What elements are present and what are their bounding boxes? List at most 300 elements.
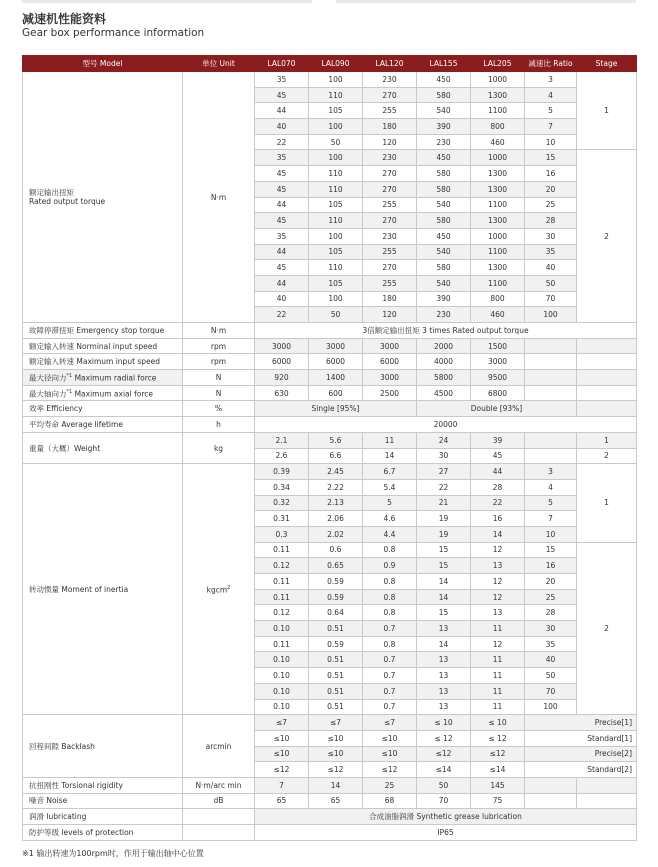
value-cell: 50 <box>309 307 363 323</box>
header-lal090: LAL090 <box>309 56 363 72</box>
value-cell: 35 <box>525 636 577 652</box>
value-cell: 1300 <box>471 181 525 197</box>
row-label: 防护等级 levels of protection <box>23 825 183 841</box>
value-cell: 270 <box>363 260 417 276</box>
row-label: 抗扭刚性 Torsional rigidity <box>23 777 183 793</box>
value-cell: 580 <box>417 87 471 103</box>
value-cell: 13 <box>471 605 525 621</box>
empty-cell <box>183 809 255 825</box>
value-cell: 1300 <box>471 213 525 229</box>
value-cell: 1300 <box>471 166 525 182</box>
value-cell: 6800 <box>471 385 525 401</box>
header-lal070: LAL070 <box>255 56 309 72</box>
value-cell: ≤14 <box>417 762 471 778</box>
value-cell: ≤ 10 <box>471 715 525 731</box>
page-title-en: Gear box performance information <box>22 27 205 39</box>
value-cell: 4 <box>525 479 577 495</box>
table-row <box>23 417 637 433</box>
unit-cell: N <box>183 385 255 401</box>
value-cell: 0.10 <box>255 668 309 684</box>
value-cell: 580 <box>417 181 471 197</box>
value-cell: 11 <box>363 432 417 448</box>
empty-cell <box>577 385 637 401</box>
value-cell: 22 <box>255 307 309 323</box>
value-cell: 270 <box>363 213 417 229</box>
value-cell: 28 <box>471 479 525 495</box>
value-cell: ≤7 <box>363 715 417 731</box>
torque-label-en: Rated output torque <box>29 197 106 206</box>
value-cell: 70 <box>417 793 471 809</box>
value-cell: ≤12 <box>255 762 309 778</box>
value-cell: 0.8 <box>363 542 417 558</box>
value-cell: 50 <box>309 134 363 150</box>
unit-cell: kg <box>183 432 255 463</box>
value-cell: 45 <box>255 213 309 229</box>
unit-cell: dB <box>183 793 255 809</box>
row-label: 平均寿命 Average lifetime <box>23 417 183 433</box>
value-cell: 0.7 <box>363 683 417 699</box>
merged-value-cell: 20000 <box>255 417 637 433</box>
header-unit: 单位 Unit <box>183 56 255 72</box>
value-cell: 0.7 <box>363 668 417 684</box>
value-cell: 6000 <box>255 354 309 370</box>
value-cell: 230 <box>363 150 417 166</box>
value-cell: 25 <box>525 197 577 213</box>
empty-cell <box>525 777 577 793</box>
value-cell: 0.12 <box>255 605 309 621</box>
value-cell: ≤7 <box>309 715 363 731</box>
page-title-cn: 减速机性能资料 <box>22 12 107 26</box>
value-cell: 9500 <box>471 370 525 386</box>
value-cell: 230 <box>363 228 417 244</box>
value-cell: ≤ 10 <box>417 715 471 731</box>
value-cell: ≤14 <box>471 762 525 778</box>
value-cell: 35 <box>525 244 577 260</box>
table-row <box>23 385 637 401</box>
value-cell: 110 <box>309 87 363 103</box>
value-cell: 13 <box>417 683 471 699</box>
header-lal205: LAL205 <box>471 56 525 72</box>
value-cell: ≤12 <box>309 762 363 778</box>
row-label-cn: 最大径向力 <box>29 373 67 383</box>
value-cell: 0.10 <box>255 621 309 637</box>
value-cell: 450 <box>417 228 471 244</box>
value-cell: 30 <box>525 228 577 244</box>
value-cell <box>525 448 577 464</box>
value-cell: 580 <box>417 260 471 276</box>
value-cell: 15 <box>417 605 471 621</box>
value-cell: 39 <box>471 432 525 448</box>
backlash-grade-cell: Precise[1] <box>525 715 637 731</box>
value-cell: 70 <box>525 683 577 699</box>
empty-cell <box>577 793 637 809</box>
value-cell: 44 <box>471 464 525 480</box>
table-row <box>23 809 637 825</box>
value-cell: 450 <box>417 150 471 166</box>
value-cell: 0.3 <box>255 526 309 542</box>
value-cell: 120 <box>363 134 417 150</box>
value-cell: 540 <box>417 275 471 291</box>
value-cell: 2.06 <box>309 511 363 527</box>
value-cell: 4000 <box>417 354 471 370</box>
value-cell: 110 <box>309 260 363 276</box>
value-cell: 540 <box>417 103 471 119</box>
value-cell: 25 <box>363 777 417 793</box>
value-cell: 0.8 <box>363 589 417 605</box>
value-cell: 0.64 <box>309 605 363 621</box>
value-cell: 105 <box>309 244 363 260</box>
value-cell: 0.65 <box>309 558 363 574</box>
value-cell: 5 <box>363 495 417 511</box>
value-cell: 0.10 <box>255 699 309 715</box>
merged-value-cell: 3倍额定输出扭矩 3 times Rated output torque <box>255 323 637 339</box>
value-cell: 35 <box>255 228 309 244</box>
value-cell: 0.59 <box>309 589 363 605</box>
value-cell: 800 <box>471 119 525 135</box>
value-cell: 12 <box>471 574 525 590</box>
value-cell: 1300 <box>471 87 525 103</box>
value-cell: 105 <box>309 103 363 119</box>
value-cell: 580 <box>417 166 471 182</box>
row-label: 重量（大概）Weight <box>23 432 183 463</box>
header-model: 型号 Model <box>23 56 183 72</box>
row-label <box>23 370 183 386</box>
value-cell: 2.13 <box>309 495 363 511</box>
empty-cell <box>525 385 577 401</box>
empty-cell <box>577 354 637 370</box>
stage-cell: 1 <box>577 464 637 542</box>
backlash-grade-cell: Standard[1] <box>525 730 637 746</box>
value-cell: 0.10 <box>255 683 309 699</box>
value-cell: 3000 <box>363 370 417 386</box>
value-cell: ≤10 <box>255 746 309 762</box>
value-cell: 12 <box>471 589 525 605</box>
table-row <box>23 777 637 793</box>
row-label: 效率 Efficiency <box>23 401 183 417</box>
value-cell: 3000 <box>363 338 417 354</box>
header-ratio: 减速比 Ratio <box>525 56 577 72</box>
value-cell: 30 <box>525 621 577 637</box>
value-cell: 14 <box>417 574 471 590</box>
value-cell: 540 <box>417 197 471 213</box>
value-cell: 0.7 <box>363 652 417 668</box>
value-cell: ≤10 <box>309 746 363 762</box>
value-cell: 3 <box>525 72 577 88</box>
value-cell: 50 <box>525 275 577 291</box>
value-cell: 180 <box>363 119 417 135</box>
value-cell: 1000 <box>471 228 525 244</box>
efficiency-single: Single [95%] <box>255 401 417 417</box>
stage-cell: 2 <box>577 150 637 323</box>
value-cell: 45 <box>255 166 309 182</box>
value-cell: 100 <box>309 119 363 135</box>
value-cell: 14 <box>471 526 525 542</box>
value-cell: 30 <box>417 448 471 464</box>
value-cell: 800 <box>471 291 525 307</box>
row-label: 回程间隙 Backlash <box>23 715 183 778</box>
value-cell: 3 <box>525 464 577 480</box>
value-cell: 105 <box>309 275 363 291</box>
value-cell: 0.7 <box>363 699 417 715</box>
table-header-row <box>23 56 637 72</box>
value-cell: 35 <box>255 150 309 166</box>
value-cell: 70 <box>525 291 577 307</box>
stage-cell: 2 <box>577 448 637 464</box>
value-cell: 1100 <box>471 197 525 213</box>
table-row <box>23 338 637 354</box>
value-cell: 75 <box>471 793 525 809</box>
value-cell <box>525 432 577 448</box>
value-cell: 0.11 <box>255 589 309 605</box>
value-cell: 13 <box>417 668 471 684</box>
value-cell: 13 <box>417 699 471 715</box>
empty-cell <box>525 338 577 354</box>
empty-cell <box>525 370 577 386</box>
row-label: 额定输入转速 Maximum input speed <box>23 354 183 370</box>
value-cell: 0.51 <box>309 652 363 668</box>
value-cell: 0.51 <box>309 683 363 699</box>
row-label-en: Maximum radial force <box>72 373 157 383</box>
efficiency-double: Double [93%] <box>417 401 577 417</box>
value-cell: 0.8 <box>363 636 417 652</box>
value-cell: 460 <box>471 134 525 150</box>
value-cell: 65 <box>255 793 309 809</box>
value-cell: 50 <box>525 668 577 684</box>
value-cell: 0.12 <box>255 558 309 574</box>
value-cell: 68 <box>363 793 417 809</box>
row-label-en: Maximum axial force <box>72 389 153 399</box>
value-cell: 35 <box>255 72 309 88</box>
value-cell: ≤ 12 <box>471 730 525 746</box>
value-cell: 0.9 <box>363 558 417 574</box>
value-cell: 270 <box>363 87 417 103</box>
value-cell: 1000 <box>471 150 525 166</box>
value-cell: 145 <box>471 777 525 793</box>
value-cell: 11 <box>471 699 525 715</box>
value-cell: ≤10 <box>255 730 309 746</box>
value-cell: 6.6 <box>309 448 363 464</box>
value-cell: 0.11 <box>255 542 309 558</box>
value-cell: 460 <box>471 307 525 323</box>
value-cell: 0.8 <box>363 605 417 621</box>
value-cell: 255 <box>363 275 417 291</box>
value-cell: 120 <box>363 307 417 323</box>
value-cell: 270 <box>363 181 417 197</box>
value-cell: ≤10 <box>309 730 363 746</box>
value-cell: 15 <box>417 542 471 558</box>
value-cell: 6000 <box>363 354 417 370</box>
value-cell: 0.7 <box>363 621 417 637</box>
unit-cell: h <box>183 417 255 433</box>
stage-cell: 1 <box>577 72 637 150</box>
value-cell: 100 <box>309 150 363 166</box>
top-divider-right <box>336 0 636 3</box>
unit-cell: rpm <box>183 354 255 370</box>
value-cell: 7 <box>255 777 309 793</box>
value-cell: 105 <box>309 197 363 213</box>
value-cell: 3000 <box>471 354 525 370</box>
value-cell: 22 <box>417 479 471 495</box>
value-cell: 45 <box>471 448 525 464</box>
empty-cell <box>183 825 255 841</box>
value-cell: 255 <box>363 244 417 260</box>
value-cell: 1100 <box>471 103 525 119</box>
table-row <box>23 464 637 480</box>
stage-cell: 1 <box>577 432 637 448</box>
value-cell: 40 <box>255 291 309 307</box>
value-cell: 16 <box>471 511 525 527</box>
empty-cell <box>577 338 637 354</box>
value-cell: 14 <box>417 636 471 652</box>
value-cell: 44 <box>255 244 309 260</box>
empty-cell <box>525 354 577 370</box>
value-cell: 390 <box>417 119 471 135</box>
value-cell: 2.22 <box>309 479 363 495</box>
row-label: 转动惯量 Moment of inertia <box>23 464 183 715</box>
value-cell: 19 <box>417 511 471 527</box>
value-cell: 0.34 <box>255 479 309 495</box>
value-cell: 22 <box>471 495 525 511</box>
value-cell: 450 <box>417 72 471 88</box>
value-cell: 11 <box>471 621 525 637</box>
inertia-unit: kgcm <box>206 585 228 595</box>
table-row <box>23 432 637 448</box>
unit-cell: N·m <box>183 323 255 339</box>
value-cell: 44 <box>255 275 309 291</box>
value-cell: 600 <box>309 385 363 401</box>
value-cell: 2000 <box>417 338 471 354</box>
unit-cell: arcmin <box>183 715 255 778</box>
empty-cell <box>577 401 637 417</box>
value-cell: 15 <box>417 558 471 574</box>
value-cell: 0.31 <box>255 511 309 527</box>
value-cell: 110 <box>309 166 363 182</box>
value-cell: 580 <box>417 213 471 229</box>
value-cell: ≤ 12 <box>417 730 471 746</box>
unit-cell: N·m <box>183 72 255 323</box>
value-cell: 110 <box>309 181 363 197</box>
value-cell: 1300 <box>471 260 525 276</box>
table-row <box>23 825 637 841</box>
value-cell: 0.51 <box>309 699 363 715</box>
table-row <box>23 793 637 809</box>
header-lal155: LAL155 <box>417 56 471 72</box>
value-cell: 0.51 <box>309 621 363 637</box>
row-label: 故障停滞扭矩 Emergency stop torque <box>23 323 183 339</box>
value-cell: 6.7 <box>363 464 417 480</box>
table-row <box>23 323 637 339</box>
value-cell: 16 <box>525 558 577 574</box>
stage-cell: 2 <box>577 542 637 715</box>
value-cell: 100 <box>525 307 577 323</box>
value-cell: 255 <box>363 197 417 213</box>
value-cell: 28 <box>525 213 577 229</box>
value-cell: 16 <box>525 166 577 182</box>
value-cell: 390 <box>417 291 471 307</box>
value-cell: 3000 <box>309 338 363 354</box>
value-cell: 0.51 <box>309 668 363 684</box>
value-cell: 1500 <box>471 338 525 354</box>
table-row <box>23 354 637 370</box>
value-cell: 40 <box>525 260 577 276</box>
value-cell: ≤12 <box>471 746 525 762</box>
value-cell: 5.4 <box>363 479 417 495</box>
value-cell: 44 <box>255 197 309 213</box>
value-cell: 0.32 <box>255 495 309 511</box>
row-label <box>23 385 183 401</box>
row-label: 额定输入转速 Norminal input speed <box>23 338 183 354</box>
empty-cell <box>577 777 637 793</box>
value-cell: 11 <box>471 683 525 699</box>
value-cell: 1100 <box>471 275 525 291</box>
value-cell: 14 <box>417 589 471 605</box>
value-cell: 4.4 <box>363 526 417 542</box>
row-label: 润滑 lubricating <box>23 809 183 825</box>
value-cell: 13 <box>417 652 471 668</box>
value-cell: 4 <box>525 87 577 103</box>
value-cell: ≤7 <box>255 715 309 731</box>
footnote-marker: *1 <box>66 373 73 380</box>
value-cell: 3000 <box>255 338 309 354</box>
value-cell: 24 <box>417 432 471 448</box>
table-row <box>23 72 637 88</box>
top-decoration <box>0 0 658 5</box>
value-cell: 45 <box>255 181 309 197</box>
value-cell: 100 <box>309 228 363 244</box>
value-cell: 10 <box>525 134 577 150</box>
value-cell: 0.8 <box>363 574 417 590</box>
value-cell: 1100 <box>471 244 525 260</box>
value-cell: 5 <box>525 495 577 511</box>
value-cell: 2.6 <box>255 448 309 464</box>
value-cell: 100 <box>309 291 363 307</box>
value-cell: 0.39 <box>255 464 309 480</box>
value-cell: 0.6 <box>309 542 363 558</box>
value-cell: 0.10 <box>255 652 309 668</box>
value-cell: 13 <box>471 558 525 574</box>
value-cell: 255 <box>363 103 417 119</box>
value-cell: 4.6 <box>363 511 417 527</box>
value-cell: 25 <box>525 589 577 605</box>
value-cell: 50 <box>417 777 471 793</box>
empty-cell <box>577 370 637 386</box>
row-label-cn: 最大轴向力 <box>29 389 67 399</box>
value-cell: 21 <box>417 495 471 511</box>
empty-cell <box>525 793 577 809</box>
table-row <box>23 401 637 417</box>
value-cell: 0.11 <box>255 636 309 652</box>
value-cell: 2.45 <box>309 464 363 480</box>
value-cell: 1000 <box>471 72 525 88</box>
value-cell: 5800 <box>417 370 471 386</box>
value-cell: 7 <box>525 119 577 135</box>
value-cell: 20 <box>525 574 577 590</box>
value-cell: 0.11 <box>255 574 309 590</box>
header-stage: Stage <box>577 56 637 72</box>
footnote-marker: *1 <box>66 388 73 395</box>
row-label: 噪音 Noise <box>23 793 183 809</box>
value-cell: 100 <box>309 72 363 88</box>
value-cell: 230 <box>363 72 417 88</box>
performance-table <box>22 55 637 841</box>
value-cell: 22 <box>255 134 309 150</box>
merged-value-cell: 合成油脂润滑 Synthetic grease lubrication <box>255 809 637 825</box>
value-cell: 1400 <box>309 370 363 386</box>
value-cell: 11 <box>471 668 525 684</box>
value-cell: 180 <box>363 291 417 307</box>
value-cell: 0.59 <box>309 574 363 590</box>
value-cell: 45 <box>255 260 309 276</box>
